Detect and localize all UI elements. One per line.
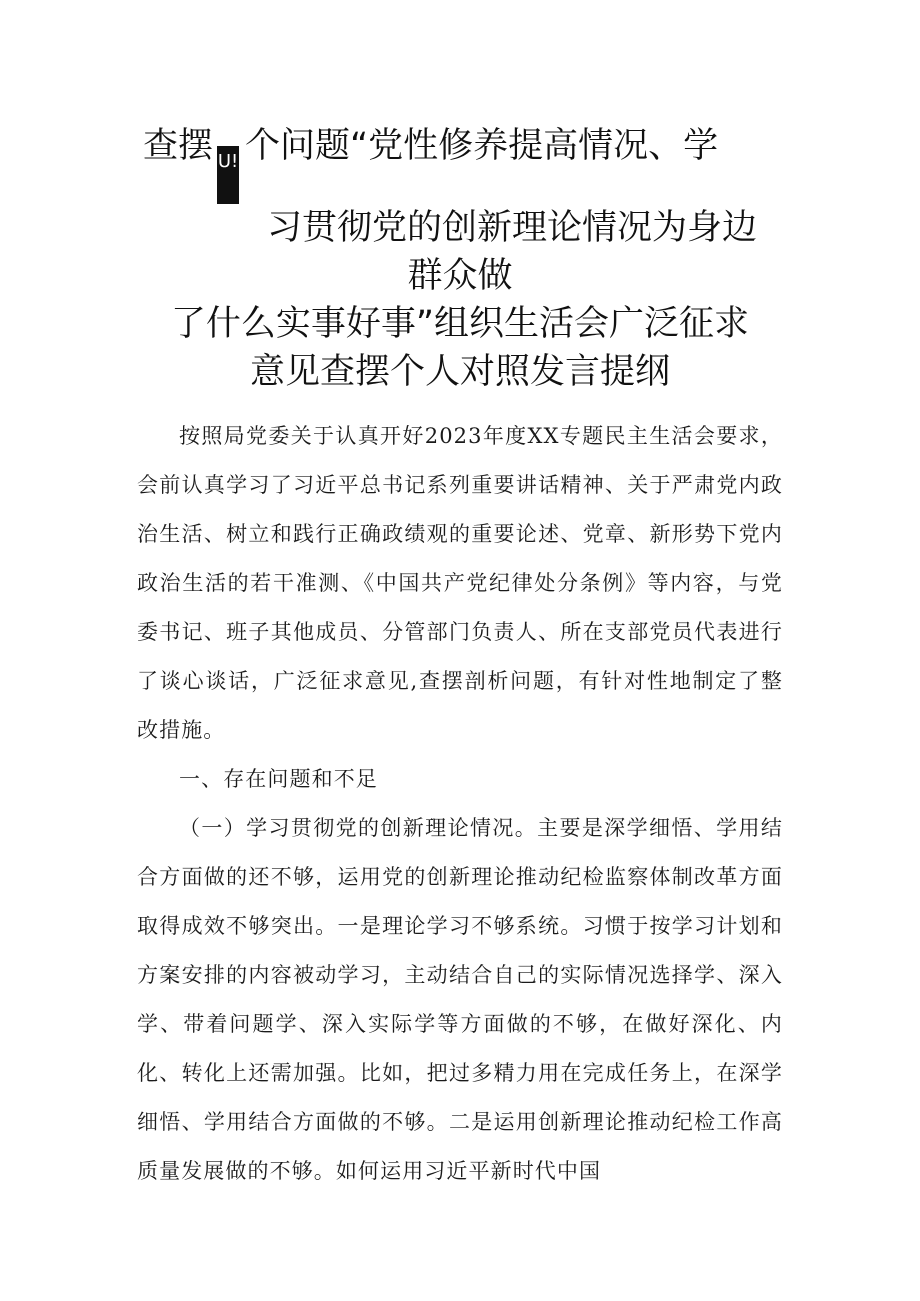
item-paragraph-1: （一）学习贯彻党的创新理论情况。主要是深学细悟、学用结合方面做的还不够，运用党的创新理论推动纪检监察体制改革方面取得成效不够突出。一是理论学习不够系统。习惯于按学习计划和方案安排的内容被动学习，主动结合自己的实际情况选择学、深入学、带着问题学、深入实际学等方面做的不够，在做好深化、内化、转化上还需加强。比如，把过多精力用在完成任务上，在深学细悟、学用结合方面做的不够。二是运用创新理论推动纪检工作高质量发展做的不够。如何运用习近平新时代中国 xyxy=(137,816,783,1183)
title-line-1-prefix: 查摆 xyxy=(143,126,214,166)
title-line-1-suffix: 个问题“党性修养提高情况、学 xyxy=(245,126,719,166)
title-line-4: 了什么实事好事”组织生活会广泛征求 xyxy=(170,304,750,344)
title-line-2: 习贯彻党的创新理论情况为身边 xyxy=(267,208,758,248)
garbled-glyph: U! xyxy=(217,146,239,204)
intro-paragraph: 按照局党委关于认真开好2023年度XX专题民主生活会要求，会前认真学习了习近平总书记系列重要讲话精神、关于严肃党内政治生活、树立和践行正确政绩观的重要论述、党章、新形势下党内政治生活的若干准测、《中国共产党纪律处分条例》等内容，与党委书记、班子其他成员、分管部门负责人、所在支部党员代表进行了谈心谈话，广泛征求意见,查摆剖析问题，有针对性地制定了整改措施。 xyxy=(137,424,783,742)
section-heading-1: 一、存在问题和不足 xyxy=(179,767,378,791)
title-line-5: 意见查摆个人对照发言提纲 xyxy=(249,352,670,392)
title-line-1 xyxy=(130,122,790,204)
document-title xyxy=(130,122,790,396)
title-line-3: 群众做 xyxy=(407,256,513,296)
document-body xyxy=(137,412,783,1196)
